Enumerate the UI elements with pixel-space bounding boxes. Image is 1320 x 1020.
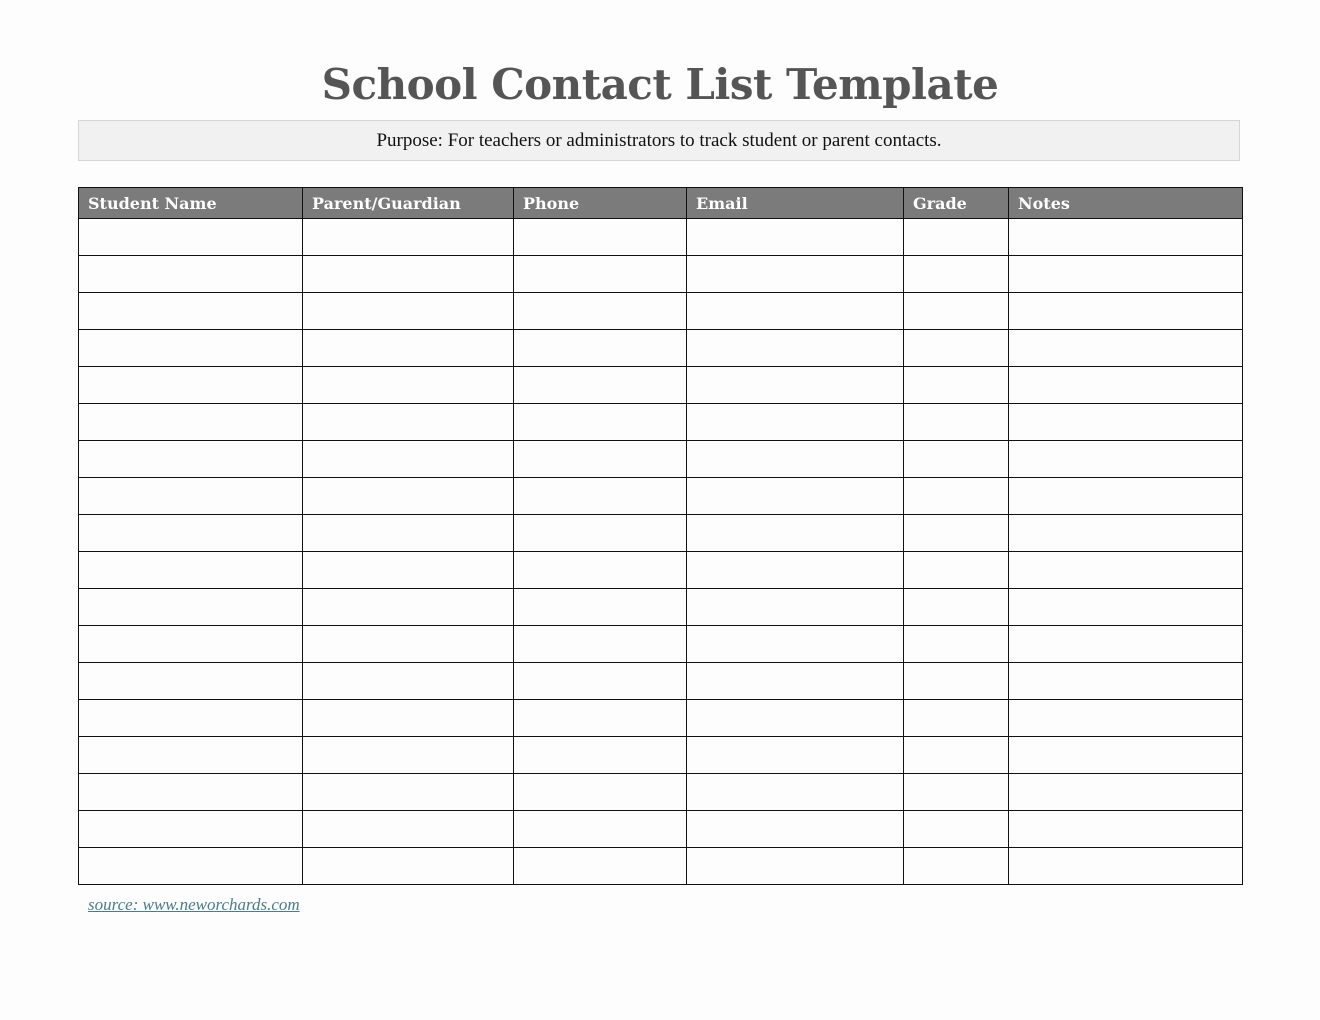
- cell-grade[interactable]: [904, 552, 1009, 589]
- cell-student-name[interactable]: [79, 663, 303, 700]
- table-row: [79, 478, 1243, 515]
- cell-student-name[interactable]: [79, 774, 303, 811]
- cell-student-name[interactable]: [79, 441, 303, 478]
- cell-notes[interactable]: [1009, 219, 1243, 256]
- cell-student-name[interactable]: [79, 478, 303, 515]
- cell-notes[interactable]: [1009, 330, 1243, 367]
- cell-parent-guardian[interactable]: [303, 848, 514, 885]
- cell-student-name[interactable]: [79, 256, 303, 293]
- cell-notes[interactable]: [1009, 589, 1243, 626]
- cell-grade[interactable]: [904, 367, 1009, 404]
- cell-email[interactable]: [687, 330, 904, 367]
- cell-phone[interactable]: [514, 256, 687, 293]
- cell-phone[interactable]: [514, 478, 687, 515]
- cell-email[interactable]: [687, 552, 904, 589]
- cell-grade[interactable]: [904, 293, 1009, 330]
- column-header-notes: Notes: [1009, 188, 1243, 219]
- cell-parent-guardian[interactable]: [303, 737, 514, 774]
- table-row: [79, 663, 1243, 700]
- cell-notes[interactable]: [1009, 811, 1243, 848]
- cell-notes[interactable]: [1009, 367, 1243, 404]
- cell-email[interactable]: [687, 737, 904, 774]
- cell-parent-guardian[interactable]: [303, 404, 514, 441]
- cell-email[interactable]: [687, 811, 904, 848]
- cell-grade[interactable]: [904, 515, 1009, 552]
- cell-grade[interactable]: [904, 478, 1009, 515]
- cell-parent-guardian[interactable]: [303, 441, 514, 478]
- cell-grade[interactable]: [904, 441, 1009, 478]
- cell-parent-guardian[interactable]: [303, 700, 514, 737]
- cell-notes[interactable]: [1009, 478, 1243, 515]
- cell-parent-guardian[interactable]: [303, 774, 514, 811]
- cell-grade[interactable]: [904, 626, 1009, 663]
- cell-email[interactable]: [687, 700, 904, 737]
- cell-parent-guardian[interactable]: [303, 330, 514, 367]
- cell-email[interactable]: [687, 219, 904, 256]
- cell-phone[interactable]: [514, 589, 687, 626]
- cell-phone[interactable]: [514, 700, 687, 737]
- table-row: [79, 330, 1243, 367]
- cell-grade[interactable]: [904, 774, 1009, 811]
- cell-notes[interactable]: [1009, 737, 1243, 774]
- cell-grade[interactable]: [904, 589, 1009, 626]
- cell-grade[interactable]: [904, 219, 1009, 256]
- cell-student-name[interactable]: [79, 626, 303, 663]
- table-row: [79, 515, 1243, 552]
- column-header-student-name: Student Name: [79, 188, 303, 219]
- table-header-row: [79, 188, 1243, 219]
- table-row: [79, 404, 1243, 441]
- table-row: [79, 552, 1243, 589]
- cell-parent-guardian[interactable]: [303, 552, 514, 589]
- cell-parent-guardian[interactable]: [303, 515, 514, 552]
- cell-parent-guardian[interactable]: [303, 589, 514, 626]
- cell-phone[interactable]: [514, 737, 687, 774]
- cell-phone[interactable]: [514, 404, 687, 441]
- table-row: [79, 367, 1243, 404]
- cell-email[interactable]: [687, 478, 904, 515]
- cell-phone[interactable]: [514, 330, 687, 367]
- cell-parent-guardian[interactable]: [303, 219, 514, 256]
- cell-parent-guardian[interactable]: [303, 293, 514, 330]
- cell-grade[interactable]: [904, 404, 1009, 441]
- cell-student-name[interactable]: [79, 552, 303, 589]
- table-row: [79, 700, 1243, 737]
- cell-phone[interactable]: [514, 293, 687, 330]
- cell-student-name[interactable]: [79, 404, 303, 441]
- cell-grade[interactable]: [904, 256, 1009, 293]
- cell-grade[interactable]: [904, 848, 1009, 885]
- cell-notes[interactable]: [1009, 626, 1243, 663]
- cell-parent-guardian[interactable]: [303, 626, 514, 663]
- table-row: [79, 441, 1243, 478]
- cell-phone[interactable]: [514, 774, 687, 811]
- cell-phone[interactable]: [514, 367, 687, 404]
- contact-table: [78, 187, 1243, 885]
- cell-notes[interactable]: [1009, 404, 1243, 441]
- table-body: [79, 219, 1243, 885]
- cell-email[interactable]: [687, 774, 904, 811]
- table-row: [79, 626, 1243, 663]
- cell-student-name[interactable]: [79, 848, 303, 885]
- cell-phone[interactable]: [514, 219, 687, 256]
- cell-phone[interactable]: [514, 552, 687, 589]
- cell-email[interactable]: [687, 441, 904, 478]
- cell-parent-guardian[interactable]: [303, 256, 514, 293]
- cell-notes[interactable]: [1009, 848, 1243, 885]
- cell-notes[interactable]: [1009, 774, 1243, 811]
- column-header-phone: Phone: [514, 188, 687, 219]
- cell-notes[interactable]: [1009, 515, 1243, 552]
- cell-student-name[interactable]: [79, 367, 303, 404]
- purpose-banner: [78, 120, 1240, 161]
- cell-phone[interactable]: [514, 848, 687, 885]
- cell-email[interactable]: [687, 293, 904, 330]
- cell-student-name[interactable]: [79, 811, 303, 848]
- cell-email[interactable]: [687, 589, 904, 626]
- page-title: School Contact List Template: [321, 60, 999, 109]
- cell-email[interactable]: [687, 626, 904, 663]
- cell-grade[interactable]: [904, 811, 1009, 848]
- cell-email[interactable]: [687, 848, 904, 885]
- table-row: [79, 848, 1243, 885]
- cell-notes[interactable]: [1009, 256, 1243, 293]
- cell-grade[interactable]: [904, 737, 1009, 774]
- purpose-text: Purpose: For teachers or administrators to track student or parent contacts.: [376, 129, 942, 151]
- cell-email[interactable]: [687, 404, 904, 441]
- cell-phone[interactable]: [514, 515, 687, 552]
- cell-student-name[interactable]: [79, 737, 303, 774]
- cell-parent-guardian[interactable]: [303, 367, 514, 404]
- cell-grade[interactable]: [904, 663, 1009, 700]
- cell-notes[interactable]: [1009, 700, 1243, 737]
- cell-notes[interactable]: [1009, 552, 1243, 589]
- cell-phone[interactable]: [514, 811, 687, 848]
- cell-parent-guardian[interactable]: [303, 663, 514, 700]
- cell-grade[interactable]: [904, 330, 1009, 367]
- column-header-grade: Grade: [904, 188, 1009, 219]
- cell-student-name[interactable]: [79, 293, 303, 330]
- cell-parent-guardian[interactable]: [303, 478, 514, 515]
- cell-notes[interactable]: [1009, 293, 1243, 330]
- cell-grade[interactable]: [904, 700, 1009, 737]
- cell-student-name[interactable]: [79, 330, 303, 367]
- column-header-email: Email: [687, 188, 904, 219]
- cell-email[interactable]: [687, 367, 904, 404]
- cell-student-name[interactable]: [79, 700, 303, 737]
- table-row: [79, 256, 1243, 293]
- cell-student-name[interactable]: [79, 515, 303, 552]
- table-row: [79, 589, 1243, 626]
- column-header-parent-guardian: Parent/Guardian: [303, 188, 514, 219]
- cell-notes[interactable]: [1009, 663, 1243, 700]
- table-row: [79, 293, 1243, 330]
- cell-parent-guardian[interactable]: [303, 811, 514, 848]
- cell-phone[interactable]: [514, 663, 687, 700]
- cell-phone[interactable]: [514, 626, 687, 663]
- cell-student-name[interactable]: [79, 219, 303, 256]
- table-row: [79, 737, 1243, 774]
- table-row: [79, 811, 1243, 848]
- cell-phone[interactable]: [514, 441, 687, 478]
- table-row: [79, 774, 1243, 811]
- source-link[interactable]: source: www.neworchards.com: [88, 895, 300, 914]
- cell-email[interactable]: [687, 663, 904, 700]
- table-row: [79, 219, 1243, 256]
- cell-email[interactable]: [687, 515, 904, 552]
- cell-notes[interactable]: [1009, 441, 1243, 478]
- cell-student-name[interactable]: [79, 589, 303, 626]
- cell-email[interactable]: [687, 256, 904, 293]
